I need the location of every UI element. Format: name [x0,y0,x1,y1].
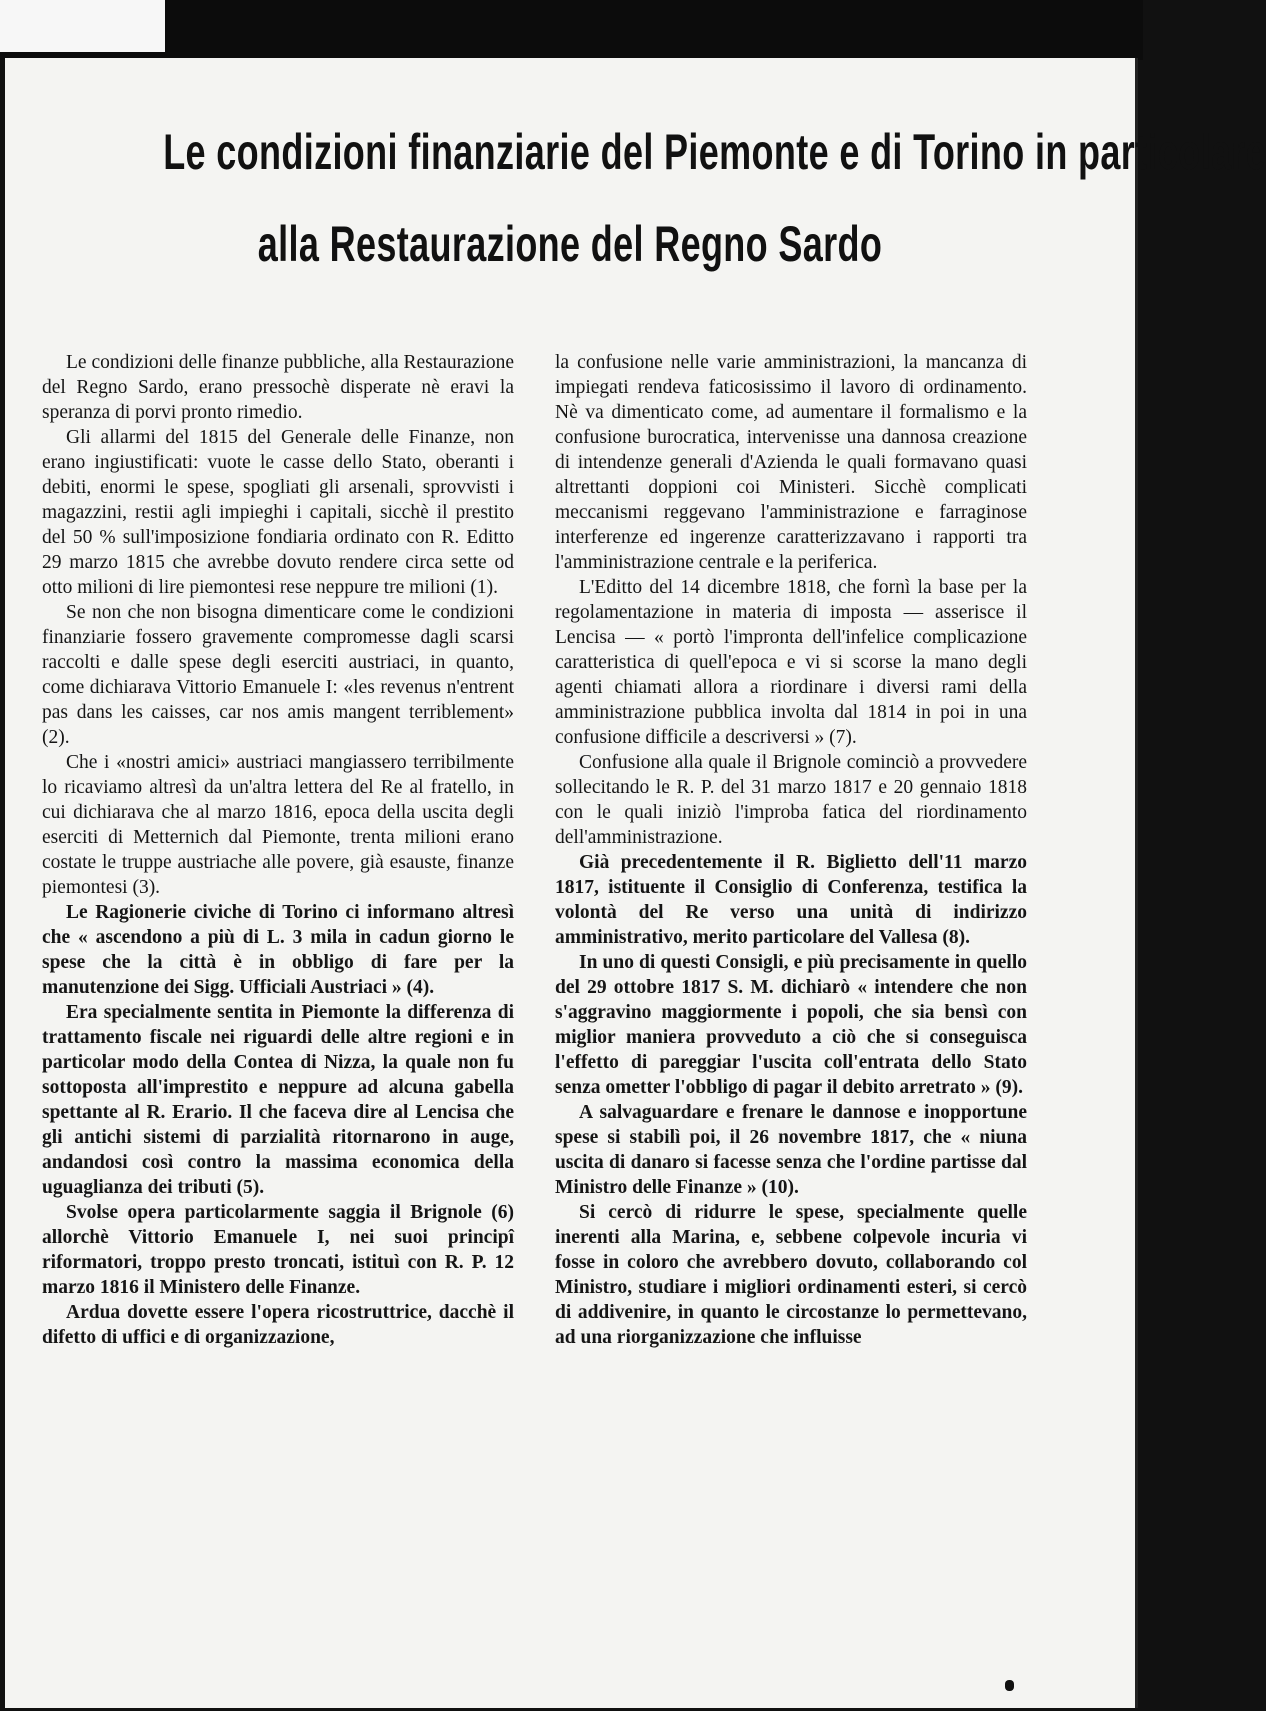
paragraph: Ardua dovette essere l'opera ricostruttrice, dacchè il difetto di uffici e di organizzazione, [42,1302,514,1348]
paragraph: la confusione nelle varie amministrazioni, la mancanza di impiegati rendeva faticosissimo il lavoro di ordinamento. Nè va dimenticato come, ad aumentare il formalismo e la confusione burocratica, intervenisse una dannosa creazione di intendenze generali d'Azienda le quali formavano quasi altrettanti doppioni coi Ministeri. Sicchè complicati meccanismi reggevano l'amministrazione e farraginose interferenze ed ingerenze caratterizzavano i rapporti tra l'amministrazione centrale e la periferica. [555,352,1027,573]
paragraph: Che i «nostri amici» austriaci mangiassero terribilmente lo ricaviamo altresì da un'altra lettera del Re al fratello, in cui dichiarava che al marzo 1816, epoca della uscita degli eserciti di Metternich dal Piemonte, trenta milioni erano costate le truppe austriache alle povere, già esauste, finanze piemontesi (3). [42,752,514,898]
paragraph: A salvaguardare e frenare le dannose e inopportune spese si stabilì poi, il 26 novembre 1817, che « niuna uscita di danaro si facesse senza che l'ordine partisse dal Ministro delle Finanze » (10). [555,1102,1027,1198]
paragraph: Si cercò di ridurre le spese, specialmente quelle inerenti alla Marina, e, sebbene colpevole incuria vi fosse in coloro che avrebbero dovuto, collaborando col Ministro, studiare i migliori ordinamenti esteri, si cercò di addivenire, in quanto le circostanze lo permettevano, ad una riorganizzazione che influisse [555,1202,1027,1348]
left-text-column [42,350,514,1350]
paragraph: Gli allarmi del 1815 del Generale delle Finanze, non erano ingiustificati: vuote le casse dello Stato, oberanti i debiti, enormi le spese, spogliati gli arsenali, sprovvisti i magazzini, restii agli impieghi i capitali, sicchè il prestito del 50 % sull'imposizione fondiaria ordinato con R. Editto 29 marzo 1815 che avrebbe dovuto rendere circa sette od otto milioni di lire piemontesi rese neppure tre milioni (1). [42,427,514,598]
paragraph: In uno di questi Consigli, e più precisamente in quello del 29 ottobre 1817 S. M. dichiarò « intendere che non s'aggravino maggiormente i popoli, che sia bensì con miglior maniera provveduto a ciò che si conseguisca l'effetto di pareggiar l'uscita coll'entrata dello Stato senza ometter l'obbligo di pagar il debito arretrato » (9). [555,952,1027,1098]
article-title [163,106,1266,290]
scan-corner-tab [0,0,165,52]
title-line-2: alla Restaurazione del Regno Sardo [257,216,883,272]
paragraph: Già precedentemente il R. Biglietto dell'11 marzo 1817, istituente il Consiglio di Conferenza, testifica la volontà del Re verso una unità di indirizzo amministrativo, merito particolare del Vallesa (8). [555,852,1027,948]
paragraph: Le condizioni delle finanze pubbliche, alla Restaurazione del Regno Sardo, erano pressochè disperate nè eravi la speranza di porvi pronto rimedio. [42,352,514,423]
page-dot-mark [1005,1680,1014,1691]
paragraph: Confusione alla quale il Brignole cominciò a provvedere sollecitando le R. P. del 31 marzo 1817 e 20 gennaio 1818 con le quali iniziò l'improba fatica del riordinamento dell'amministrazione. [555,752,1027,848]
dark-scan-border [0,0,1143,60]
paragraph: Le Ragionerie civiche di Torino ci informano altresì che « ascendono a più di L. 3 mila in cadun giorno le spese che la città è in obbligo di fare per la manutenzione dei Sigg. Ufficiali Austriaci » (4). [42,902,514,998]
document-page [5,58,1266,1708]
title-line-1: Le condizioni finanziarie del Piemonte e di Torino in particolare [163,124,1266,180]
paragraph: Era specialmente sentita in Piemonte la differenza di trattamento fiscale nei riguardi delle altre regioni e in particolar modo della Contea di Nizza, la quale non fu sottoposta all'imprestito e neppure ad alcuna gabella spettante al R. Erario. Il che faceva dire al Lencisa che gli antichi sistemi di parzialità ritornarono in auge, andandosi così contro la massima economica della uguaglianza dei tributi (5). [42,1002,514,1198]
paragraph: L'Editto del 14 dicembre 1818, che fornì la base per la regolamentazione in materia di imposta — asserisce il Lencisa — « portò l'impronta dell'infelice complicazione caratteristica di quell'epoca e vi si scorse la mano degli agenti chiamati allora a riordinare i diversi rami della amministrazione pubblica involta dal 1814 in poi in una confusione difficile a descriversi » (7). [555,577,1027,748]
right-text-column [555,350,1027,1350]
paragraph: Se non che non bisogna dimenticare come le condizioni finanziarie fossero gravemente compromesse dagli scarsi raccolti e dalle spese degli eserciti austriaci, in quanto, come dichiarava Vittorio Emanuele I: «les revenus n'entrent pas dans les caisses, car nos amis mangent terriblement» (2). [42,602,514,748]
paragraph: Svolse opera particolarmente saggia il Brignole (6) allorchè Vittorio Emanuele I, nei suoi principî riformatori, troppo presto troncati, istituì con R. P. 12 marzo 1816 il Ministero delle Finanze. [42,1202,514,1298]
